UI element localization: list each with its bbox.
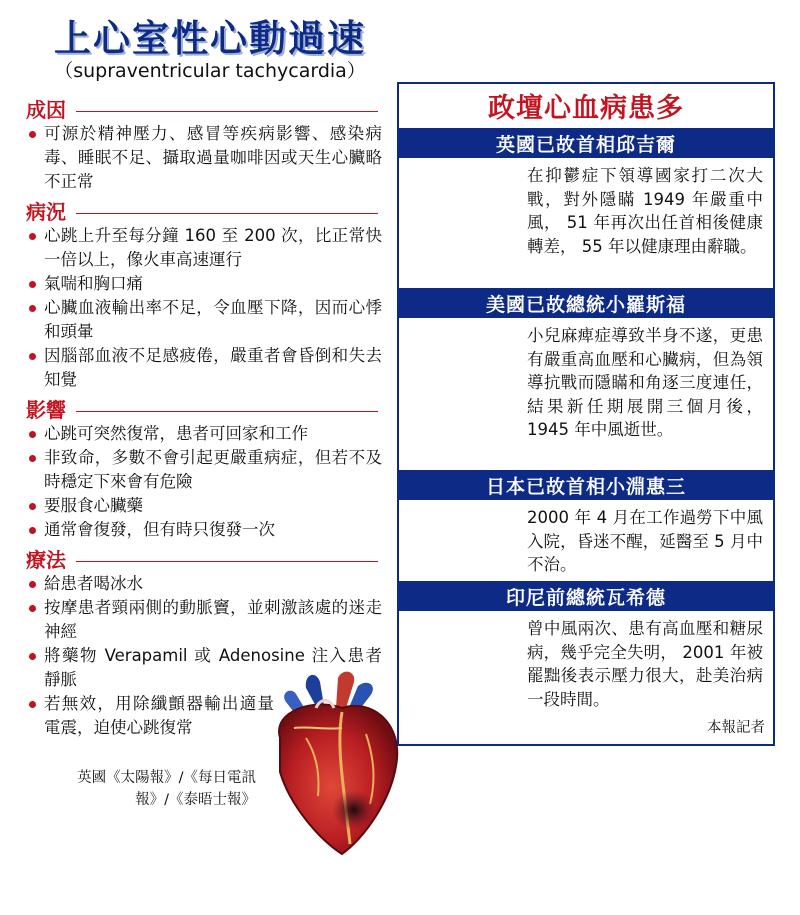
bullet-icon — [29, 131, 36, 138]
list-item: 給患者喝冰水 — [26, 572, 382, 596]
list-item: 心跳可突然復常，患者可回家和工作 — [26, 422, 382, 446]
source-credit: 英國《太陽報》/《每日電訊 報》/《泰晤士報》 — [77, 770, 256, 808]
heart-illustration — [246, 668, 418, 860]
list-item: 要服食心臟藥 — [26, 494, 382, 518]
section-heading-effects: 影響 — [26, 394, 382, 422]
list-item: 可源於精神壓力、感冒等疾病影響、感染病毒、睡眠不足、攝取過量咖啡因或天生心臟略不正常 — [26, 122, 382, 194]
page-title: 上心室性心動過速 — [54, 17, 366, 60]
entry-body-obuchi: 2000 年 4 月在工作過勞下中風入院，昏迷不醒，延醫至 5 月中不治。 — [527, 508, 763, 574]
entry-heading-wahid: 印尼前總統瓦希德 — [399, 581, 773, 611]
bullet-icon — [29, 701, 36, 708]
list-item: 心臟血液輸出率不足，令血壓下降，因而心悸和頭暈 — [26, 296, 382, 344]
entry-body-wahid: 曾中風兩次、患有高血壓和糖尿病，幾乎完全失明， 2001 年被罷黜後表示壓力很大，赴美治病一段時間。 — [527, 619, 763, 709]
politicians-panel — [397, 82, 775, 746]
bullet-icon — [29, 233, 36, 240]
causes-list — [26, 122, 382, 194]
list-item: 非致命，多數不會引起更嚴重病症，但若不及時穩定下來會有危險 — [26, 446, 382, 494]
list-item: 通常會復發，但有時只復發一次 — [26, 518, 382, 542]
byline: 本報記者 — [707, 720, 765, 736]
effects-list — [26, 422, 382, 542]
bullet-icon — [29, 581, 36, 588]
entry-body-churchill: 在抑鬱症下領導國家打二次大戰，對外隱瞞 1949 年嚴重中風， 51 年再次出任首相後健康轉差， 55 年以健康理由辭職。 — [527, 166, 763, 256]
entry-heading-obuchi: 日本已故首相小淵惠三 — [399, 470, 773, 500]
bullet-icon — [29, 605, 36, 612]
bullet-icon — [29, 281, 36, 288]
list-item: 若無效，用除纖顫器輸出適量電震，迫使心跳復常 — [26, 692, 274, 740]
entry-body-roosevelt: 小兒麻痺症導致半身不遂，更患有嚴重高血壓和心臟病，但為領導抗戰而隱瞞和角逐三度連任，結果新任期展開三個月後， 1945 年中風逝世。 — [527, 326, 763, 439]
list-item: 按摩患者頸兩側的動脈竇，並刺激該處的迷走神經 — [26, 596, 382, 644]
entry-heading-roosevelt: 美國已故總統小羅斯福 — [399, 288, 773, 318]
entry-heading-churchill: 英國已故首相邱吉爾 — [399, 128, 773, 158]
list-item: 因腦部血液不足感疲倦，嚴重者會昏倒和失去知覺 — [26, 344, 382, 392]
bullet-icon — [29, 353, 36, 360]
bullet-icon — [29, 305, 36, 312]
list-item: 氣喘和胸口痛 — [26, 272, 382, 296]
info-column — [26, 92, 382, 742]
symptoms-list — [26, 224, 382, 392]
list-item: 將藥物 Verapamil 或 Adenosine 注入患者靜脈 — [26, 644, 382, 692]
section-heading-causes: 成因 — [26, 94, 382, 122]
page-subtitle: （supraventricular tachycardia） — [54, 60, 366, 82]
section-heading-treatment: 療法 — [26, 544, 382, 572]
bullet-icon — [29, 503, 36, 510]
panel-title: 政壇心血病患多 — [488, 93, 684, 124]
list-item: 心跳上升至每分鐘 160 至 200 次，比正常快一倍以上，像火車高速運行 — [26, 224, 382, 272]
bullet-icon — [29, 527, 36, 534]
bullet-icon — [29, 653, 36, 660]
section-heading-symptoms: 病況 — [26, 196, 382, 224]
bullet-icon — [29, 455, 36, 462]
bullet-icon — [29, 431, 36, 438]
